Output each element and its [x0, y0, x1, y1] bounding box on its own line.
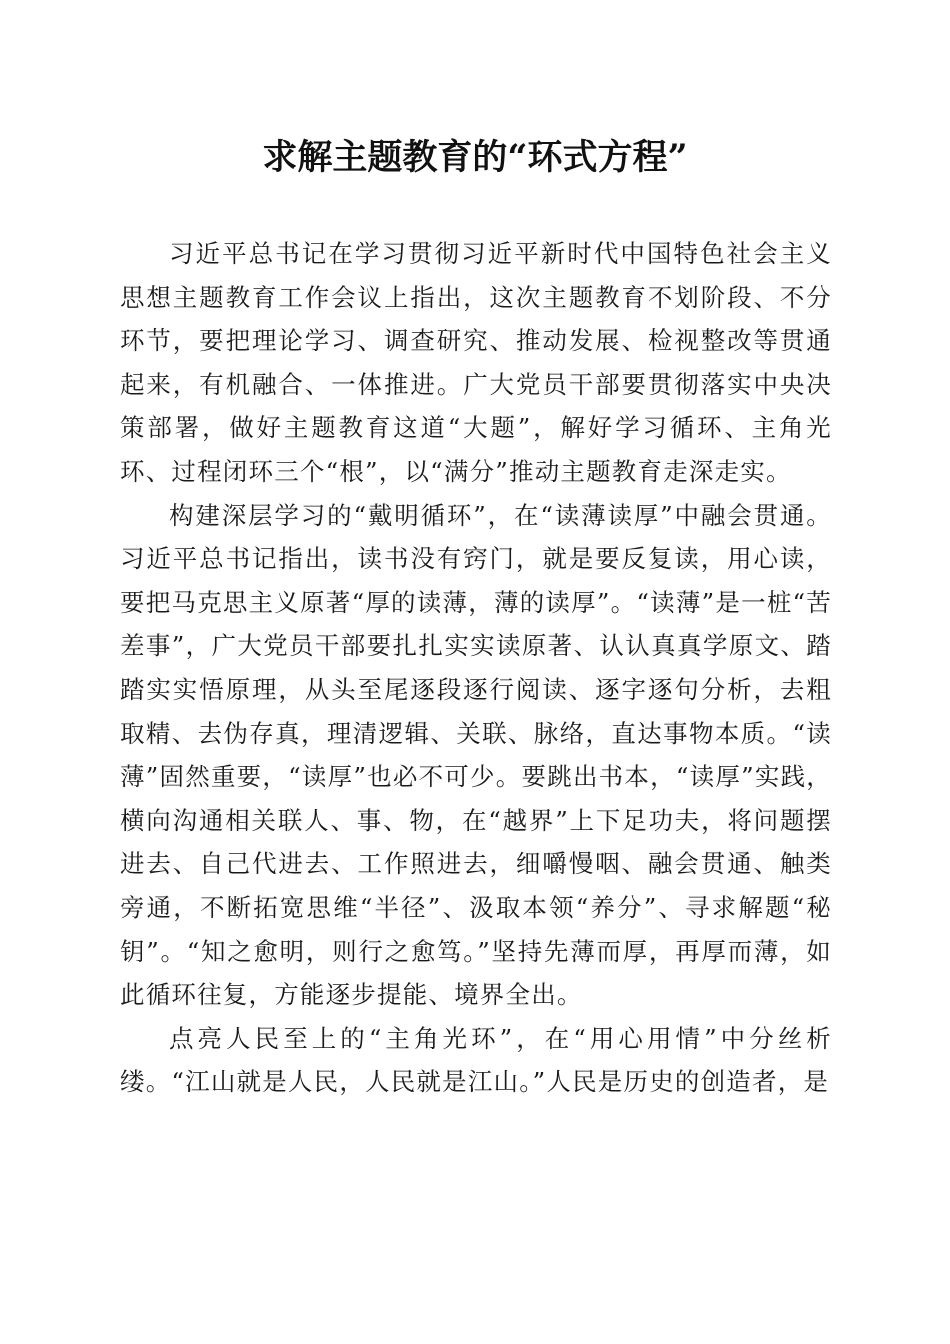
document-title: 求解主题教育的“环式方程”	[262, 137, 688, 178]
document-body	[120, 232, 832, 1104]
paragraph-people-first: 点亮人民至上的“主角光环”，在“用心用情”中分丝析缕。“江山就是人民，人民就是江山。”人民是历史的创造者，是	[120, 1023, 832, 1097]
paragraph-intro: 习近平总书记在学习贯彻习近平新时代中国特色社会主义思想主题教育工作会议上指出，这次主题教育不划阶段、不分环节，要把理论学习、调查研究、推动发展、检视整改等贯通起来，有机融合、一体推进。广大党员干部要贯彻落实中央决策部署，做好主题教育这道“大题”，解好学习循环、主角光环、过程闭环三个“根”，以“满分”推动主题教育走深走实。	[120, 239, 832, 486]
paragraph-study-cycle: 构建深层学习的“戴明循环”，在“读薄读厚”中融会贯通。习近平总书记指出，读书没有窍门，就是要反复读，用心读，要把马克思主义原著“厚的读薄，薄的读厚”。“读薄”是一桩“苦差事”，广大党员干部要扎扎实实读原著、认认真真学原文、踏踏实实悟原理，从头至尾逐段逐行阅读、逐字逐句分析，去粗取精、去伪存真，理清逻辑、关联、脉络，直达事物本质。“读薄”固然重要，“读厚”也必不可少。要跳出书本，“读厚”实践，横向沟通相关联人、事、物，在“越界”上下足功夫，将问题摆进去、自己代进去、工作照进去，细嚼慢咽、融会贯通、触类旁通，不断拓宽思维“半径”、汲取本领“养分”、寻求解题“秘钥”。“知之愈明，则行之愈笃。”坚持先薄而厚，再厚而薄，如此循环往复，方能逐步提能、境界全出。	[120, 500, 832, 1010]
